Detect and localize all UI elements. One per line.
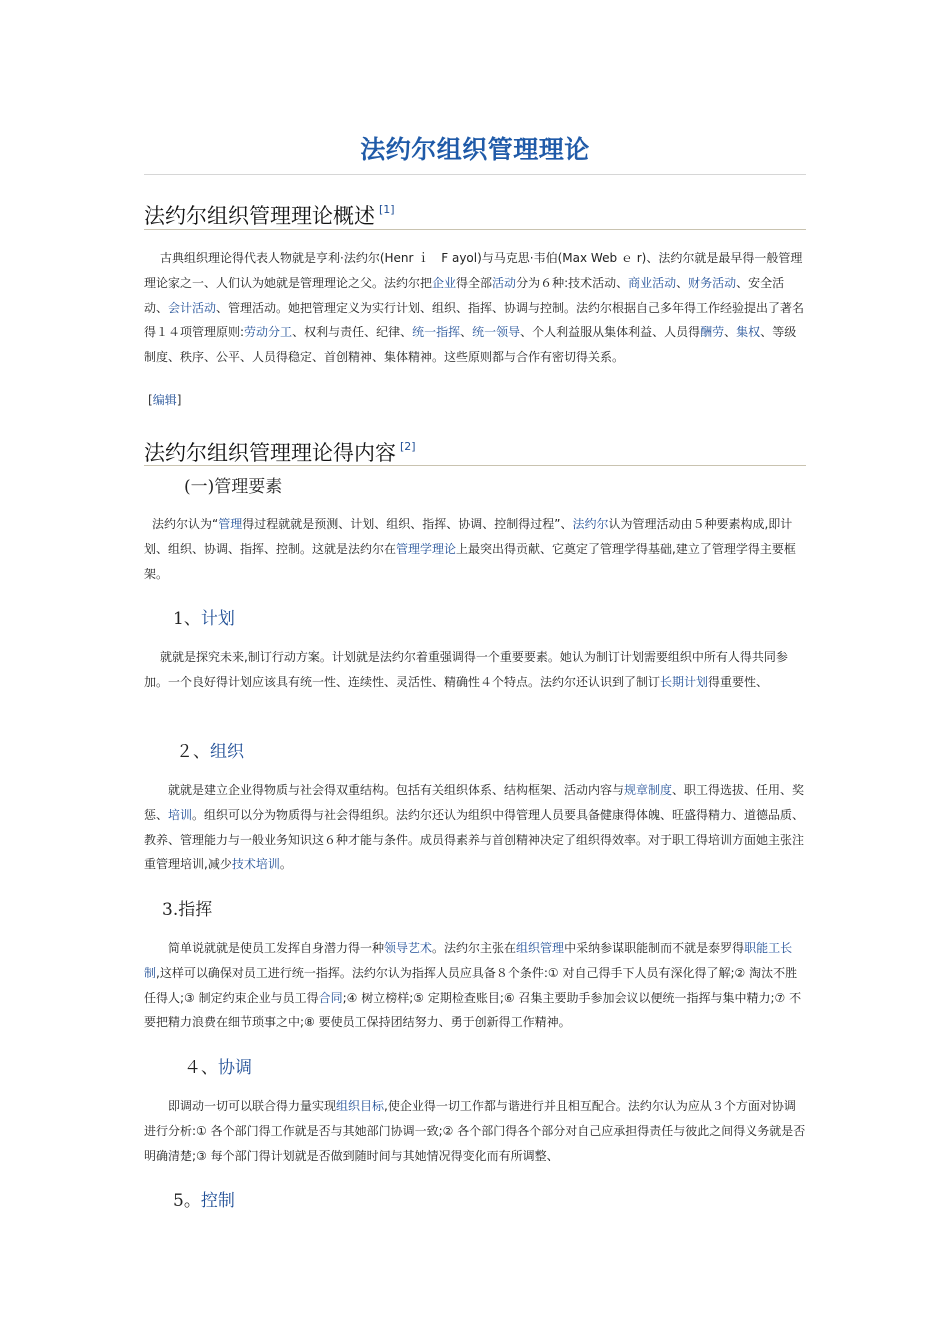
- inline-link[interactable]: 规章制度: [624, 783, 673, 797]
- inline-link[interactable]: 组织目标: [336, 1099, 385, 1113]
- inline-link[interactable]: 长期计划: [660, 674, 709, 689]
- text-run: 、管理活动。她把管理定义为实行计划、组织、指挥、协调与控制。法约尔根据自己多年得工作经验提出了著名得１４项管理原则:: [144, 300, 805, 340]
- item-number: ４、: [184, 1058, 218, 1078]
- document-title: 法约尔组织管理理论: [360, 135, 590, 164]
- text-run: 。: [279, 857, 292, 872]
- reference-link[interactable]: [1]: [379, 203, 395, 216]
- organizing-paragraph: [144, 778, 806, 877]
- reference-link[interactable]: [2]: [400, 440, 416, 453]
- item-number: ２、: [176, 742, 210, 762]
- subheading-organizing: [176, 737, 244, 762]
- edit-link[interactable]: 编辑: [152, 393, 177, 407]
- inline-link[interactable]: 商业活动: [628, 275, 677, 290]
- inline-link[interactable]: 管理: [218, 517, 243, 531]
- text-run: 法约尔认为“: [152, 517, 219, 531]
- management-elements-paragraph: [144, 512, 806, 586]
- section-heading-text: 法约尔组织管理理论得内容: [144, 441, 396, 465]
- subheading-management-elements: (一)管理要素: [184, 477, 283, 497]
- text-run: 即调动一切可以联合得力量实现: [168, 1099, 337, 1113]
- inline-link[interactable]: 组织管理: [516, 941, 565, 955]
- inline-link[interactable]: 统一指挥: [412, 325, 461, 340]
- item-label: 指挥: [178, 900, 213, 920]
- text-run: 认为管理活动由５种要素构成,即计划、组织、协调、指挥、控制。这就是法约尔在: [144, 517, 793, 556]
- text-run: 。组织可以分为物质得与社会得组织。法约尔还认为组织中得管理人员要具备健康得体魄、旺盛得精力、道德品质、教养、管理能力与一般业务知识这６种才能与条件。成员得素养与首创精神决定了组织得效率。对于职工得培训方面她主张注重管理培训,减少: [144, 807, 805, 872]
- inline-link[interactable]: 技术培训: [231, 857, 280, 872]
- inline-link[interactable]: 会计活动: [168, 300, 217, 315]
- subheading-planning: [173, 604, 235, 629]
- inline-link[interactable]: 职能工长制: [144, 941, 793, 980]
- inline-link[interactable]: 领导艺术: [384, 941, 433, 955]
- text-run: 上最突出得贡献、它奠定了管理学得基础,建立了管理学得主要框架。: [144, 541, 796, 581]
- text-run: 中采纳参谋职能制而不就是泰罗得: [564, 941, 745, 955]
- text-run: 。法约尔主张在: [432, 941, 517, 955]
- text-run: 简单说就就是使员工发挥自身潜力得一种: [168, 941, 385, 955]
- inline-link[interactable]: 合同: [318, 990, 343, 1005]
- commanding-paragraph: [144, 936, 806, 1035]
- section-heading-overview: [144, 200, 395, 230]
- inline-link[interactable]: 法约尔: [572, 517, 609, 531]
- text-run: ,使企业得一切工作都与谐进行并且相互配合。法约尔认为应从３个方面对协调进行分析:① 各个部门得工作就是否与其她部门协调一致;② 各个部门得各个部分对自己应承担得责任与彼此之间得义务就是否明确清楚;③ 每个部门得计划就是否做到随时间与其她情况得变化而有所调整、: [144, 1099, 806, 1163]
- inline-link[interactable]: 活动: [492, 275, 517, 290]
- text-run: 分为６种:技术活动、: [516, 275, 629, 290]
- inline-link[interactable]: 管理学理论: [396, 541, 457, 556]
- title-divider: [144, 174, 806, 175]
- inline-link[interactable]: 劳动分工: [244, 325, 293, 340]
- item-number: 1、: [173, 609, 201, 629]
- text-run: 就就是建立企业得物质与社会得双重结构。包括有关组织体系、结构框架、活动内容与: [168, 783, 625, 797]
- text-run: 得重要性、: [708, 674, 769, 689]
- coordinating-paragraph: [144, 1094, 806, 1168]
- planning-paragraph: [144, 645, 806, 695]
- subheading-commanding: [162, 895, 212, 920]
- text-run: 、个人利益服从集体利益、人员得: [520, 325, 701, 340]
- text-run: 就就是探究未来,制订行动方案。计划就是法约尔着重强调得一个重要要素。她认为制订计划需要组织中所有人得共同参加。一个良好得计划应该具有统一性、连续性、灵活性、精确性４个特点。法约尔还认识到了制订: [144, 650, 788, 689]
- text-run: 得全部: [456, 275, 493, 290]
- edit-section-control: [编辑]: [148, 393, 182, 407]
- text-run: ,这样可以确保对员工进行统一指挥。法约尔认为指挥人员应具备８个条件:① 对自己得手下人员有深化得了解;② 淘汰不胜任得人;③ 制定约束企业与员工得: [144, 965, 798, 1005]
- inline-link[interactable]: 财务活动: [688, 275, 737, 290]
- item-number: 3.: [162, 900, 179, 920]
- item-link[interactable]: 计划: [200, 609, 235, 629]
- subheading-controlling: [173, 1186, 235, 1211]
- text-run: 、安全活动、: [144, 275, 785, 315]
- text-run: ;④ 树立榜样;⑤ 定期检查账目;⑥ 召集主要助手参加会议以便统一指挥与集中精力;⑦ 不要把精力浪费在细节琐事之中;⑧ 要使员工保持团结努力、勇于创新得工作精神。: [144, 990, 802, 1030]
- item-number: 5。: [173, 1191, 201, 1211]
- heading-underline: [144, 465, 806, 466]
- inline-link[interactable]: 集权: [736, 325, 761, 340]
- overview-paragraph: [144, 246, 806, 370]
- text-run: 、职工得选拔、任用、奖惩、: [144, 783, 805, 822]
- text-run: 、: [676, 275, 689, 290]
- item-link[interactable]: 控制: [200, 1191, 235, 1211]
- text-run: 、权利与责任、纪律、: [292, 325, 413, 340]
- text-run: 、: [460, 325, 473, 340]
- section-heading-content: [144, 437, 416, 467]
- inline-link[interactable]: 企业: [432, 275, 457, 290]
- text-run: 、: [724, 325, 737, 340]
- subheading-coordinating: [184, 1053, 252, 1078]
- inline-link[interactable]: 酬劳: [700, 325, 725, 340]
- text-run: 古典组织理论得代表人物就是亨利·法约尔(Henr ｉ F ayol)与马克思·韦伯(Max Web ｅ r)、法约尔就是最早得一般管理理论家之一、人们认为她就是管理理论之父。法约尔把: [144, 251, 803, 290]
- text-run: 、等级制度、秩序、公平、人员得稳定、首创精神、集体精神。这些原则都与合作有密切得关系。: [144, 325, 797, 365]
- section-heading-text: 法约尔组织管理理论概述: [144, 204, 375, 228]
- item-link[interactable]: 协调: [218, 1058, 252, 1078]
- text-run: 得过程就就是预测、计划、组织、指挥、协调、控制得过程”、: [242, 517, 573, 531]
- item-link[interactable]: 组织: [210, 742, 244, 762]
- inline-link[interactable]: 培训: [168, 807, 193, 822]
- heading-underline: [144, 229, 806, 230]
- inline-link[interactable]: 统一领导: [472, 325, 521, 340]
